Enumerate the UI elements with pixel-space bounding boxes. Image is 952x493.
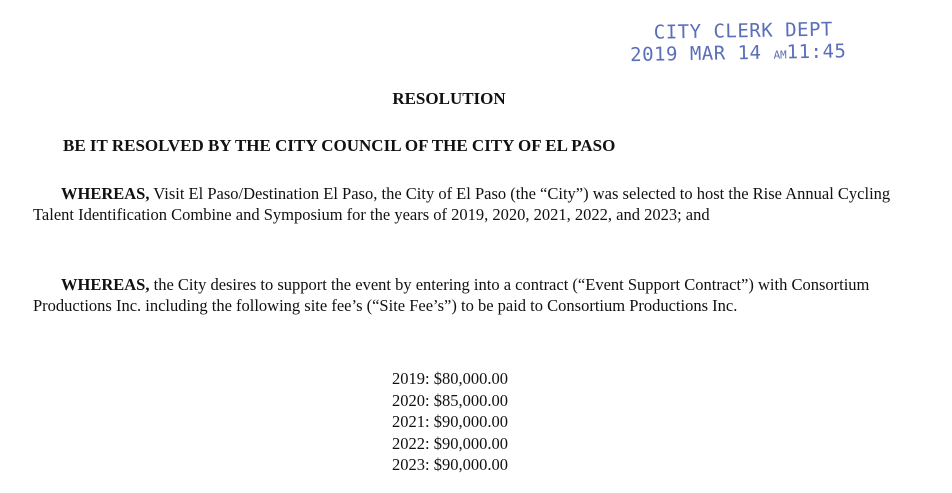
stamp-ampm: AM bbox=[773, 48, 787, 62]
resolved-heading: BE IT RESOLVED BY THE CITY COUNCIL OF THE CITY OF EL PASO bbox=[63, 136, 616, 155]
site-fee-item: 2020: $85,000.00 bbox=[392, 390, 508, 410]
stamp-time: 11:45 bbox=[786, 40, 847, 64]
stamp-date: 2019 MAR 14 bbox=[629, 41, 762, 67]
site-fee-item: 2019: $80,000.00 bbox=[392, 369, 508, 388]
stamp-department: CITY CLERK DEPT bbox=[653, 18, 834, 44]
site-fee-list bbox=[392, 368, 508, 476]
whereas-paragraph-2 bbox=[33, 274, 903, 316]
site-fee-item: 2023: $90,000.00 bbox=[392, 455, 508, 474]
site-fee-item: 2022: $90,000.00 bbox=[392, 433, 508, 453]
whereas-text: the City desires to support the event by entering into a contract (“Event Support Contract”) with Consortium Productions Inc. including the following site fee’s (“Site Fee’s”) to be paid to Consortium Productions Inc. bbox=[33, 275, 870, 315]
whereas-paragraph-1 bbox=[33, 183, 903, 225]
stamp-datetime bbox=[630, 40, 870, 69]
site-fee-item: 2021: $90,000.00 bbox=[392, 412, 508, 431]
clerk-received-stamp bbox=[630, 18, 871, 69]
whereas-lead: WHEREAS, bbox=[61, 184, 150, 203]
document-title: RESOLUTION bbox=[392, 89, 506, 108]
whereas-text: Visit El Paso/Destination El Paso, the City of El Paso (the “City”) was selected to host the Rise Annual Cycling Talent Identification Combine and Symposium for the years of 2019, 2020, 2021, 2022, and 2023; and bbox=[33, 184, 891, 224]
whereas-lead: WHEREAS, bbox=[61, 275, 150, 294]
